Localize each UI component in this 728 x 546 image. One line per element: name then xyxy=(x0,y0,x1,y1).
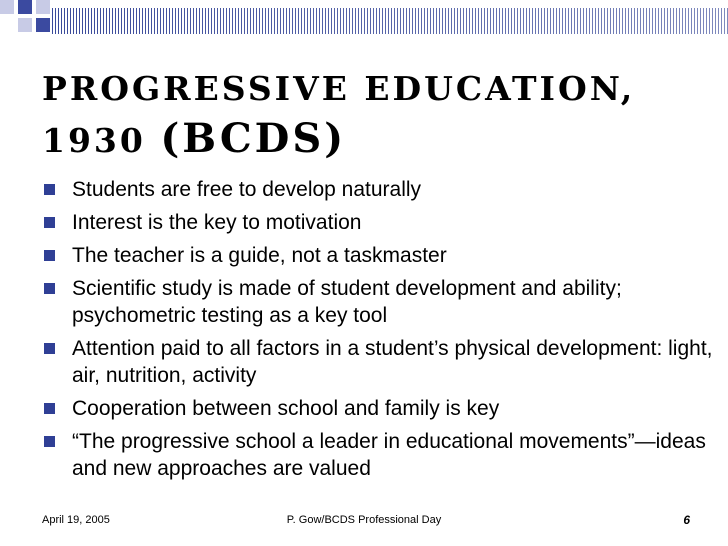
slide-title-org: (BCDS) xyxy=(160,115,347,162)
decorative-stripes-fade xyxy=(52,8,728,34)
bullet-text: Interest is the key to motivation xyxy=(72,211,362,234)
bullet-item xyxy=(44,275,714,329)
square-bullet-icon xyxy=(44,250,55,261)
bullet-text: “The progressive school a leader in educational movements”—ideas and new approaches are valued xyxy=(72,430,706,480)
slide-title-line1: PROGRESSIVE EDUCATION, xyxy=(42,69,636,108)
decorative-square xyxy=(18,18,32,32)
bullet-item xyxy=(44,209,714,236)
bullet-text: The teacher is a guide, not a taskmaster xyxy=(72,244,447,267)
footer-presenter: P. Gow/BCDS Professional Day xyxy=(286,514,442,526)
square-bullet-icon xyxy=(44,436,55,447)
square-bullet-icon xyxy=(44,343,55,354)
slide-title-year: 1930 xyxy=(42,121,146,160)
bullet-text: Attention paid to all factors in a student’s physical development: light, air, nutrition, activity xyxy=(72,337,713,387)
square-bullet-icon xyxy=(44,184,55,195)
bullet-item xyxy=(44,335,714,389)
footer-date: April 19, 2005 xyxy=(42,514,110,526)
bullet-item xyxy=(44,176,714,203)
decorative-square xyxy=(36,18,50,32)
bullet-text: Scientific study is made of student development and ability; psychometric testing as a key tool xyxy=(72,277,622,327)
decorative-header-band xyxy=(0,0,728,40)
decorative-square xyxy=(36,0,50,14)
slide-number: 6 xyxy=(683,513,690,527)
decorative-square xyxy=(0,0,14,14)
bullet-item xyxy=(44,395,714,422)
bullet-list xyxy=(44,176,714,488)
bullet-text: Cooperation between school and family is key xyxy=(72,397,500,420)
square-bullet-icon xyxy=(44,403,55,414)
decorative-square xyxy=(18,0,32,14)
square-bullet-icon xyxy=(44,283,55,294)
bullet-item xyxy=(44,428,714,482)
slide-title xyxy=(42,64,682,166)
decorative-square xyxy=(0,18,14,32)
bullet-item xyxy=(44,242,714,269)
bullet-text: Students are free to develop naturally xyxy=(72,178,422,201)
square-bullet-icon xyxy=(44,217,55,228)
